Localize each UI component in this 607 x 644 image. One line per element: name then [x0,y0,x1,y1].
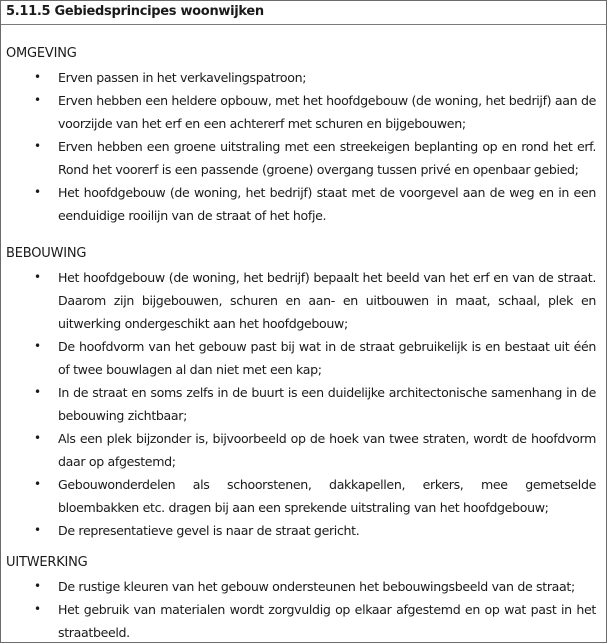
section-heading: BEBOUWING [6,246,87,261]
list-item: • Erven hebben een groene uitstraling met een streekeigen beplanting op en rond het erf. Rond het voorerf is een passende (groene) overgang tussen privé en openbaar gebied; [1,135,606,181]
list-item: • De rustige kleuren van het gebouw ondersteunen het bebouwingsbeeld van de straat; [1,575,606,598]
list-item: • Erven hebben een heldere opbouw, met het hoofdgebouw (de woning, het bedrijf) aan de voorzijde van het erf en een achtererf met schuren en bijgebouwen; [1,89,606,135]
bullet-list [1,575,606,644]
title-row [1,1,606,25]
bullet-list [1,66,606,227]
list-item: • In de straat en soms zelfs in de buurt is een duidelijke architectonische samenhang in de bebouwing zichtbaar; [1,381,606,427]
bullet-icon: • [34,70,42,84]
list-item: • Als een plek bijzonder is, bijvoorbeeld op de hoek van twee straten, wordt de hoofdvorm daar op afgestemd; [1,427,606,473]
list-item: • Het hoofdgebouw (de woning, het bedrijf) bepaalt het beeld van het erf en van de straat. Daarom zijn bijgebouwen, schuren en aan- en uitbouwen in maat, schaal, plek en uitwerking ondergeschikt aan het hoofdgebouw; [1,266,606,335]
list-item: • Erven passen in het verkavelingspatroon; [1,66,606,89]
list-item: • Gebouwonderdelen als schoorstenen, dakkapellen, erkers, mee gemetselde bloembakken etc. dragen bij aan een sprekende uitstraling van het hoofdgebouw; [1,473,606,519]
bullet-icon: • [34,93,42,107]
bullet-list [1,266,606,542]
list-item: • De hoofdvorm van het gebouw past bij wat in de straat gebruikelijk is en bestaat uit één of twee bouwlagen al dan niet met een kap; [1,335,606,381]
page-title: 5.11.5 Gebiedsprincipes woonwijken [6,4,264,19]
bullet-icon: • [34,385,42,399]
list-item: • Het gebruik van materialen wordt zorgvuldig op elkaar afgestemd en op wat past in het straatbeeld. [1,598,606,644]
bullet-icon: • [34,139,42,153]
bullet-icon: • [34,270,42,284]
list-item: • De representatieve gevel is naar de straat gericht. [1,519,606,542]
bullet-icon: • [34,477,42,491]
list-item: • Het hoofdgebouw (de woning, het bedrijf) staat met de voorgevel aan de weg en in een eenduidige rooilijn van de straat of het hofje. [1,181,606,227]
bullet-icon: • [34,523,42,537]
bullet-icon: • [34,602,42,616]
bullet-icon: • [34,185,42,199]
bullet-icon: • [34,431,42,445]
section-heading: UITWERKING [6,555,88,570]
bullet-icon: • [34,579,42,593]
section-heading: OMGEVING [6,46,77,61]
bullet-icon: • [34,339,42,353]
